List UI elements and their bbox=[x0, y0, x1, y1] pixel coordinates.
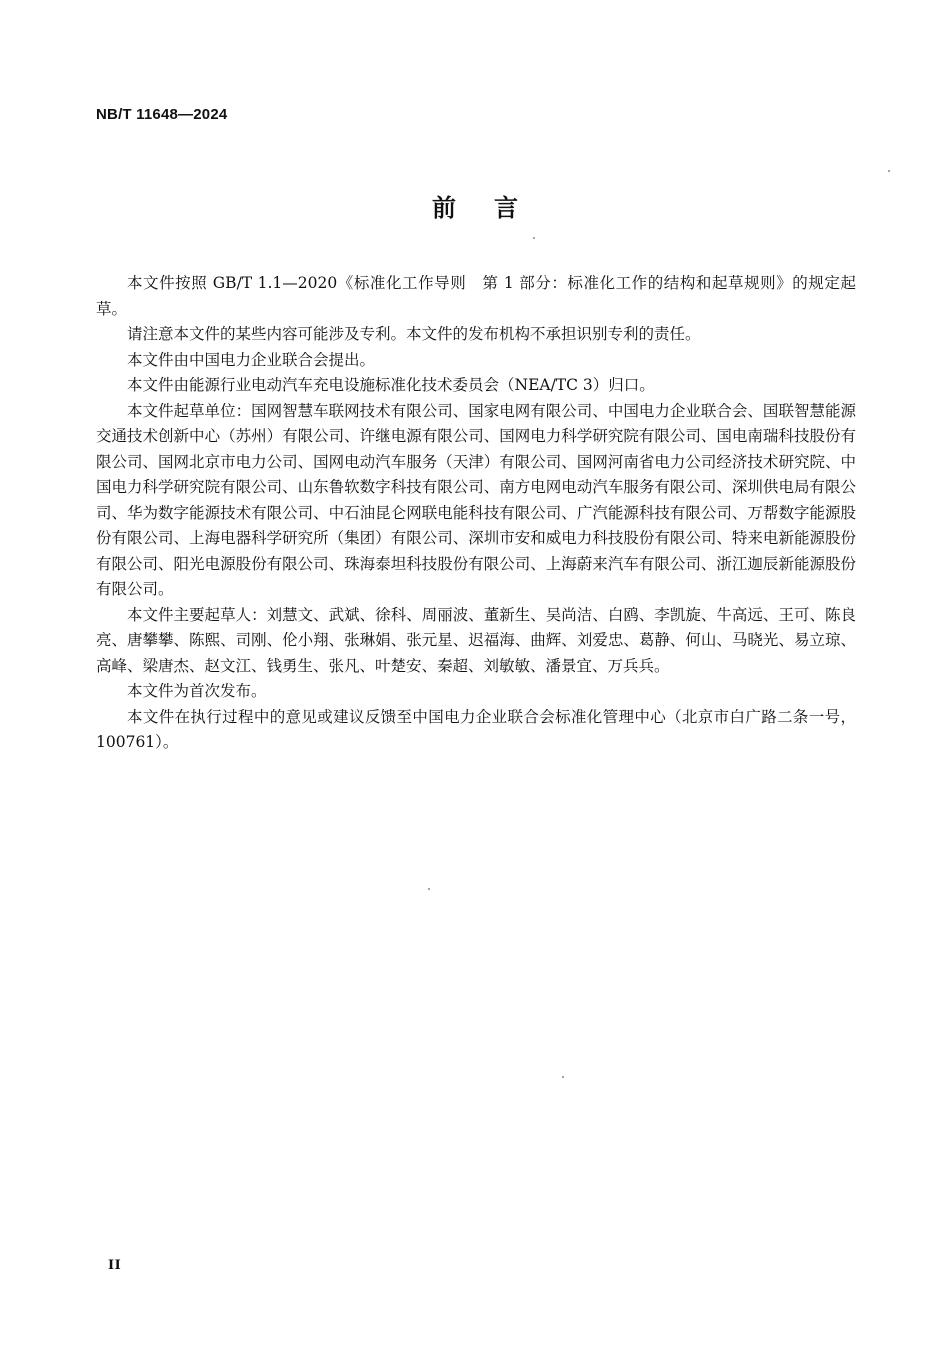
paragraph-proposer: 本文件由中国电力企业联合会提出。 bbox=[127, 350, 376, 369]
page-number: II bbox=[108, 1258, 122, 1273]
paragraph-patent-notice: 请注意本文件的某些内容可能涉及专利。本文件的发布机构不承担识别专利的责任。 bbox=[127, 325, 701, 343]
paragraph-drafting-rules: 本文件按照 GB/T 1.1—2020《标准化工作导则 第 1 部分：标准化工作的结构和起草规则》的规定起草。 bbox=[96, 274, 856, 318]
page-title: 前言 bbox=[432, 194, 556, 222]
paragraph-drafters: 本文件主要起草人：刘慧文、武斌、徐科、周丽波、董新生、吴尚洁、白鸥、李凯旋、牛高远、王可、陈良亮、唐攀攀、陈熙、司刚、伦小翔、张琳娟、张元星、迟福海、曲辉、刘爱忠、葛静、何山、马晓光、易立琼、高峰、梁唐杰、赵文江、钱勇生、张凡、叶楚安、秦超、刘敏敏、潘景宜、万兵兵。 bbox=[96, 605, 856, 675]
paragraph-feedback: 本文件在执行过程中的意见或建议反馈至中国电力企业联合会标准化管理中心（北京市白广路二条一号，100761）。 bbox=[96, 707, 856, 751]
paragraph-first-release: 本文件为首次发布。 bbox=[127, 682, 267, 700]
standard-code: NB/T 11648—2024 bbox=[96, 106, 228, 123]
scan-speck bbox=[888, 170, 890, 172]
scan-speck bbox=[533, 237, 535, 239]
paragraph-committee: 本文件由能源行业电动汽车充电设施标准化技术委员会（NEA/TC 3）归口。 bbox=[127, 376, 655, 394]
scan-speck bbox=[562, 1076, 564, 1078]
foreword-body bbox=[96, 271, 856, 756]
scan-speck bbox=[428, 888, 430, 890]
paragraph-drafting-units: 本文件起草单位：国网智慧车联网技术有限公司、国家电网有限公司、中国电力企业联合会、国联智慧能源交通技术创新中心（苏州）有限公司、许继电源有限公司、国网电力科学研究院有限公司、国电南瑞科技股份有限公司、国网北京市电力公司、国网电动汽车服务（天津）有限公司、国网河南省电力公司经济技术研究院、中国电力科学研究院有限公司、山东鲁软数字科技有限公司、南方电网电动汽车服务有限公司、深圳供电局有限公司、华为数字能源技术有限公司、中石油昆仑网联电能科技有限公司、广汽能源科技有限公司、万帮数字能源股份有限公司、上海电器科学研究所（集团）有限公司、深圳市安和威电力科技股份有限公司、特来电新能源股份有限公司、阳光电源股份有限公司、珠海泰坦科技股份有限公司、上海蔚来汽车有限公司、浙江迦辰新能源股份有限公司。 bbox=[96, 401, 856, 598]
